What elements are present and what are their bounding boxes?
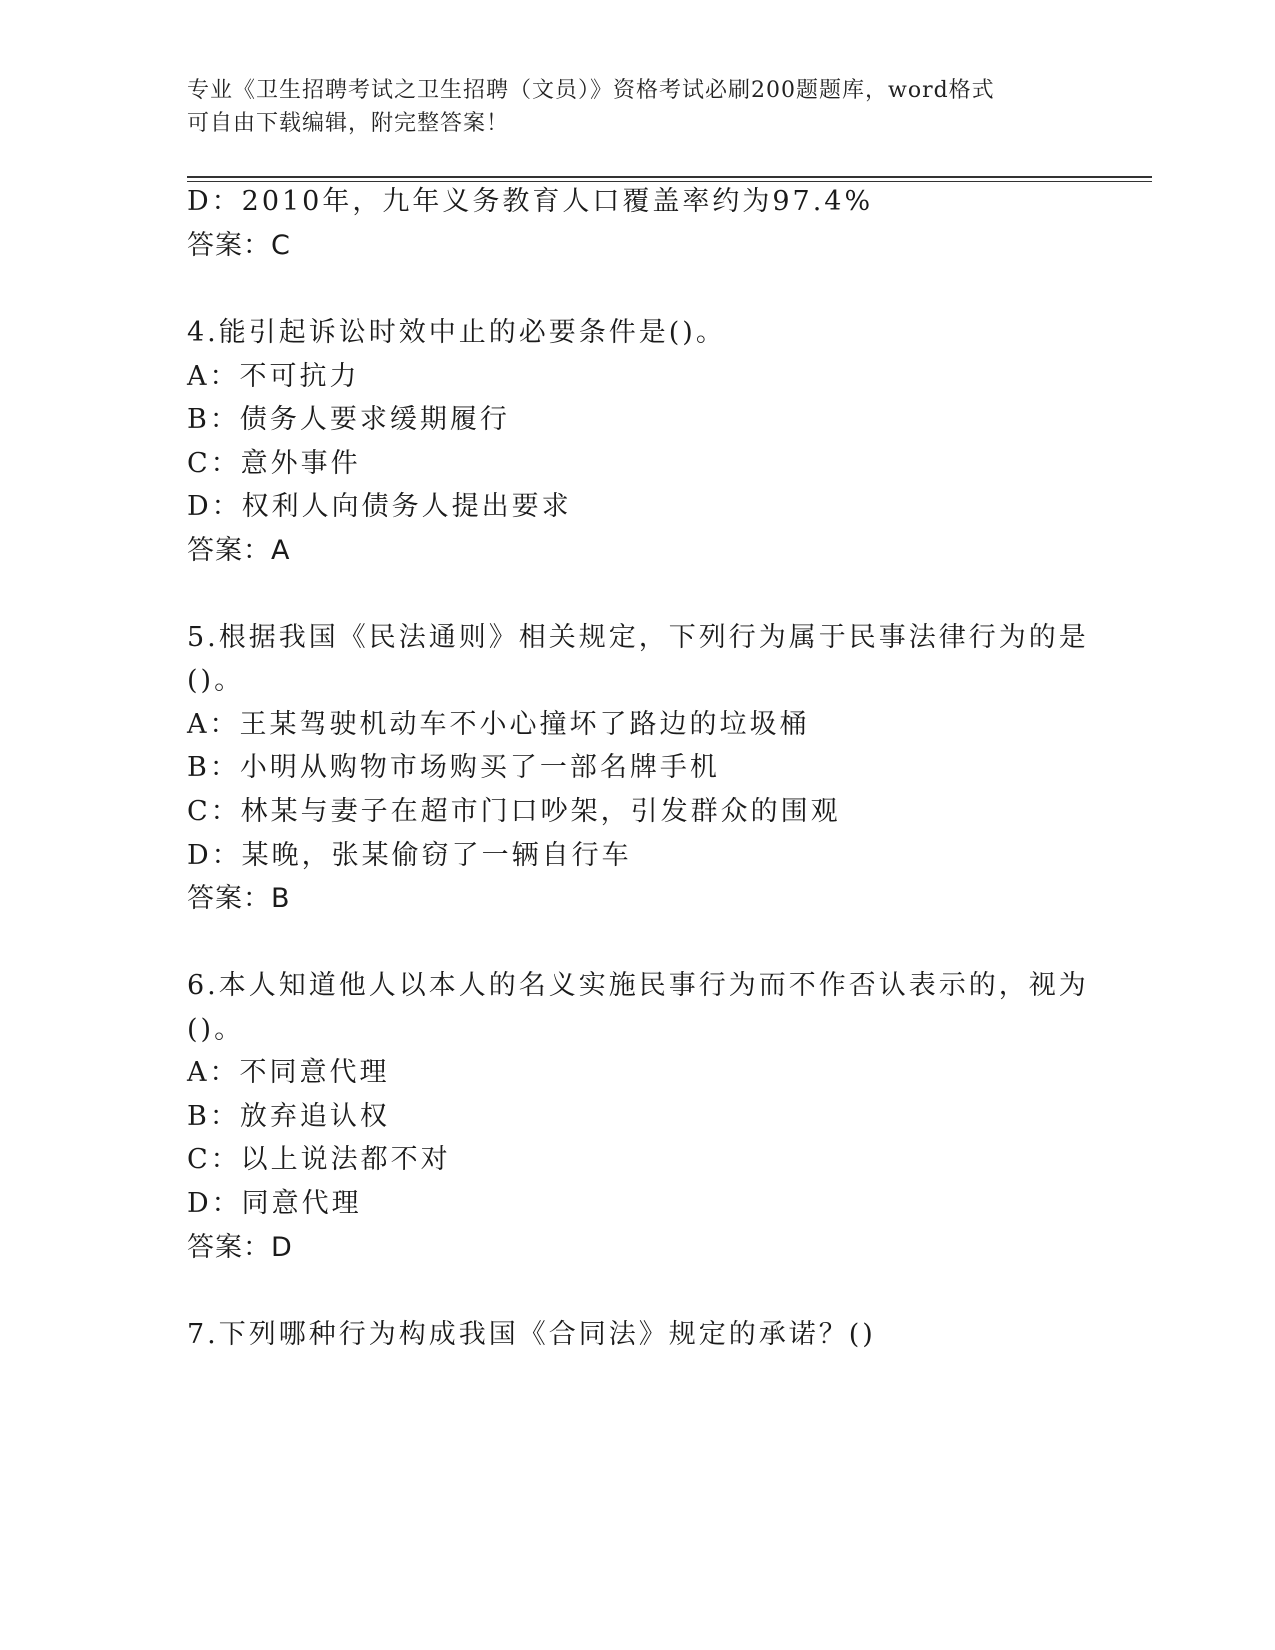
question-4-option-d: D：权利人向债务人提出要求 (187, 491, 572, 522)
question-6-option-d: D：同意代理 (187, 1188, 362, 1219)
question-5-option-a: A：王某驾驶机动车不小心撞坏了路边的垃圾桶 (187, 709, 810, 740)
question-7-stem: 7.下列哪种行为构成我国《合同法》规定的承诺？() (187, 1319, 876, 1350)
question-5-option-d: D：某晚，张某偷窃了一辆自行车 (187, 840, 632, 871)
previous-question-option-d: D：2010年，九年义务教育人口覆盖率约为97.4% (187, 186, 874, 217)
question-5-stem-line-2: ()。 (187, 665, 245, 696)
question-5-option-b: B：小明从购物市场购买了一部名牌手机 (187, 752, 720, 783)
question-5-stem-line-1: 5.根据我国《民法通则》相关规定，下列行为属于民事法律行为的是 (187, 622, 1089, 653)
question-6-answer: 答案：D (187, 1232, 293, 1263)
question-4-option-a: A：不可抗力 (187, 361, 360, 392)
question-5-answer: 答案：B (187, 883, 291, 914)
question-6-option-b: B：放弃追认权 (187, 1101, 390, 1132)
header-title-line-1: 专业《卫生招聘考试之卫生招聘（文员）》资格考试必刷200题题库，word格式 (187, 78, 995, 103)
question-4-answer: 答案：A (187, 535, 291, 566)
question-6-stem-line-1: 6.本人知道他人以本人的名义实施民事行为而不作否认表示的，视为 (187, 970, 1089, 1001)
header-divider-thick (187, 176, 1152, 178)
question-6-option-c: C：以上说法都不对 (187, 1144, 451, 1175)
question-6-option-a: A：不同意代理 (187, 1057, 390, 1088)
header-title-line-2: 可自由下载编辑，附完整答案！ (187, 111, 510, 136)
question-4-option-c: C：意外事件 (187, 448, 361, 479)
document-header (187, 74, 1067, 140)
question-6-stem-line-2: ()。 (187, 1014, 245, 1045)
question-5-option-c: C：林某与妻子在超市门口吵架，引发群众的围观 (187, 796, 841, 827)
question-4-stem: 4.能引起诉讼时效中止的必要条件是()。 (187, 317, 726, 348)
header-divider-thin (187, 181, 1152, 182)
question-4-option-b: B：债务人要求缓期履行 (187, 404, 510, 435)
previous-question-answer: 答案：C (187, 230, 291, 261)
